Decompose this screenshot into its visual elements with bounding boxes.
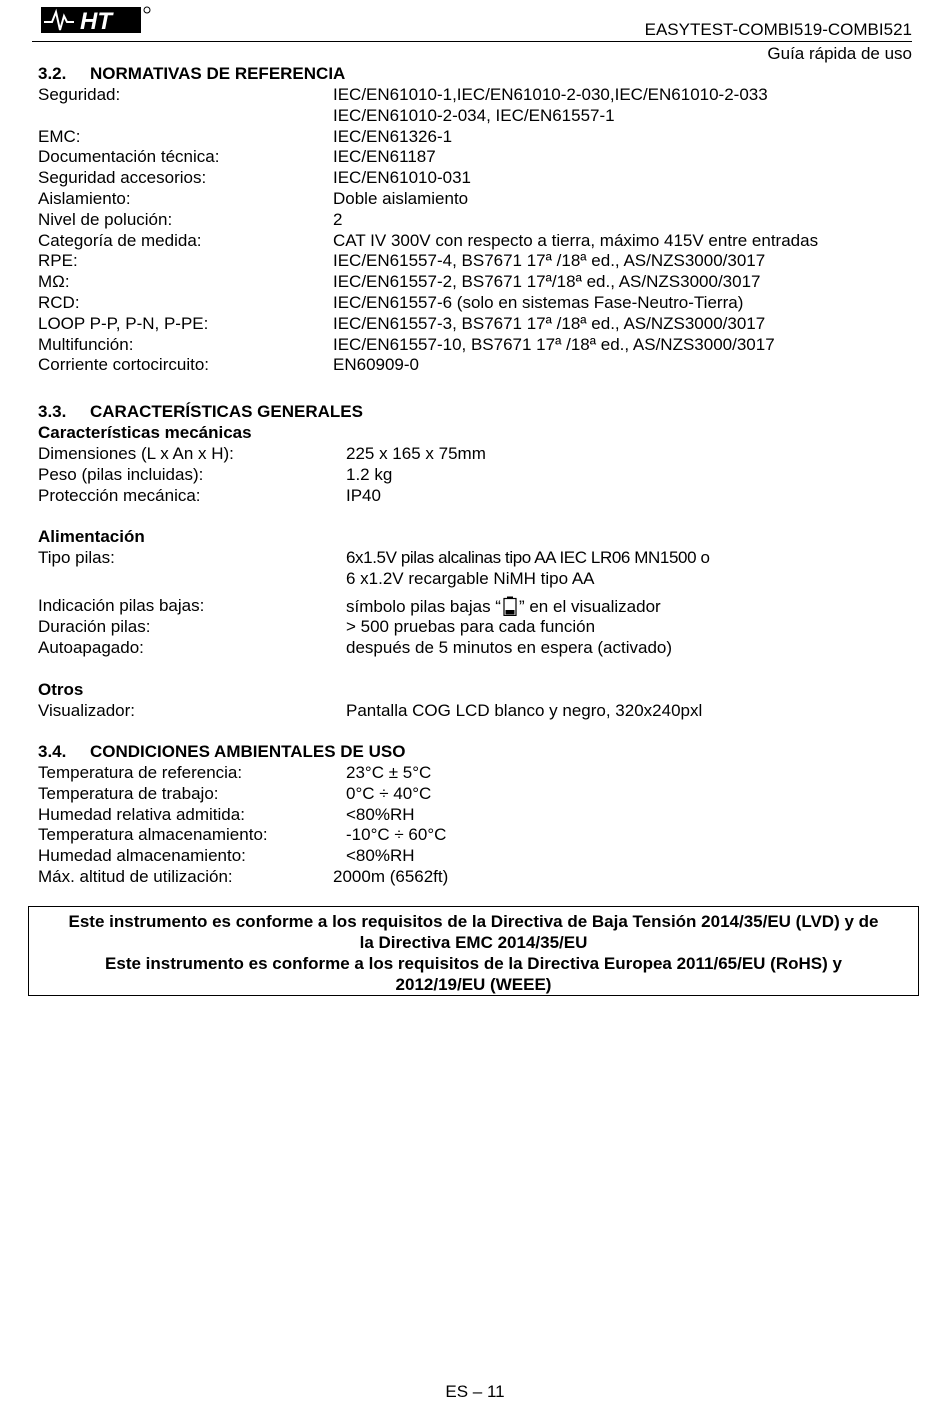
spec-value: > 500 pruebas para cada función xyxy=(346,616,596,636)
spec-label: MΩ: xyxy=(38,272,70,292)
section-heading: NORMATIVAS DE REFERENCIA xyxy=(90,64,346,83)
section-number: 3.2. xyxy=(38,64,67,83)
subsection-title-alimentacion: Alimentación xyxy=(38,527,145,546)
spec-value: <80%RH xyxy=(346,846,415,866)
section-heading: CONDICIONES AMBIENTALES DE USO xyxy=(90,742,406,761)
compliance-line: 2012/19/EU (WEEE) xyxy=(395,975,552,994)
spec-label: Máx. altitud de utilización: xyxy=(38,866,233,886)
section-title-caracteristicas xyxy=(38,402,363,422)
subsection-title-mecanicas: Características mecánicas xyxy=(38,423,252,442)
spec-label: Tipo pilas: xyxy=(38,548,115,567)
spec-label: Duración pilas: xyxy=(38,616,151,636)
spec-value-text: símbolo pilas bajas “ xyxy=(346,597,501,616)
brand-text: HT xyxy=(80,8,112,35)
page-header xyxy=(32,0,912,64)
spec-label: Temperatura de trabajo: xyxy=(38,783,219,803)
spec-value: 23°C ± 5°C xyxy=(346,763,432,782)
spec-label: Categoría de medida: xyxy=(38,230,202,250)
spec-value: IEC/EN61187 xyxy=(333,147,436,167)
spec-label: Corriente cortocircuito: xyxy=(38,355,210,375)
compliance-line: Este instrumento es conforme a los requisitos de la Directiva de Baja Tensión 2014/35/EU (LVD) y de xyxy=(68,912,879,931)
spec-label: Indicación pilas bajas: xyxy=(38,596,205,615)
compliance-box xyxy=(28,906,919,996)
spec-label: Autoapagado: xyxy=(38,637,144,657)
header-rule xyxy=(32,41,912,42)
compliance-line: Este instrumento es conforme a los requisitos de la Directiva Europea 2011/65/EU (RoHS) y xyxy=(105,954,842,973)
spec-label: Humedad relativa admitida: xyxy=(38,804,245,824)
spec-label: Humedad almacenamiento: xyxy=(38,846,246,866)
spec-label: RPE: xyxy=(38,251,78,271)
spec-label: Multifunción: xyxy=(38,334,134,354)
spec-value: 2000m (6562ft) xyxy=(333,866,449,886)
spec-value: después de 5 minutos en espera (activado) xyxy=(346,637,673,657)
spec-value: IEC/EN61010-031 xyxy=(333,168,471,188)
spec-value: 225 x 165 x 75mm xyxy=(346,444,486,463)
spec-label: Dimensiones (L x An x H): xyxy=(38,444,234,463)
spec-label: Nivel de polución: xyxy=(38,209,173,229)
section-title-normativas xyxy=(38,64,345,84)
doc-model: EASYTEST-COMBI519-COMBI521 xyxy=(644,20,912,39)
subsection-title-otros: Otros xyxy=(38,680,84,699)
spec-value: IEC/EN61326-1 xyxy=(333,126,453,146)
page-number: ES – 11 xyxy=(445,1382,505,1401)
section-heading: CARACTERÍSTICAS GENERALES xyxy=(90,402,363,421)
spec-label: Protección mecánica: xyxy=(38,485,201,505)
spec-value-continued: 6 x1.2V recargable NiMH tipo AA xyxy=(346,568,595,588)
section-title-ambientales xyxy=(38,742,405,762)
spec-value: 2 xyxy=(333,209,343,229)
spec-label: EMC: xyxy=(38,126,81,146)
spec-value: IEC/EN61557-2, BS7671 17ª/18ª ed., AS/NZS3000/3017 xyxy=(333,272,761,292)
doc-subtitle: Guía rápida de uso xyxy=(767,44,912,63)
spec-label: Seguridad accesorios: xyxy=(38,168,207,188)
spec-value: IP40 xyxy=(346,485,381,505)
section-number: 3.4. xyxy=(38,742,67,761)
spec-label: Seguridad: xyxy=(38,85,121,104)
spec-label: Peso (pilas incluidas): xyxy=(38,464,204,484)
spec-value: IEC/EN61557-4, BS7671 17ª /18ª ed., AS/NZS3000/3017 xyxy=(333,251,766,271)
spec-label: RCD: xyxy=(38,292,80,312)
spec-value: -10°C ÷ 60°C xyxy=(346,825,447,845)
spec-label: Aislamiento: xyxy=(38,188,131,208)
spec-value-continued: IEC/EN61010-2-034, IEC/EN61557-1 xyxy=(333,105,615,125)
spec-value: Doble aislamiento xyxy=(333,188,469,208)
spec-value: IEC/EN61557-3, BS7671 17ª /18ª ed., AS/NZS3000/3017 xyxy=(333,313,766,333)
spec-value: CAT IV 300V con respecto a tierra, máximo 415V entre entradas xyxy=(333,230,819,250)
battery-low-icon xyxy=(503,596,517,616)
spec-value: 6x1.5V pilas alcalinas tipo AA IEC LR06 MN1500 o xyxy=(346,548,710,567)
spec-value: IEC/EN61010-1,IEC/EN61010-2-030,IEC/EN61010-2-033 xyxy=(333,85,768,104)
spec-label: LOOP P-P, P-N, P-PE: xyxy=(38,313,209,333)
spec-value: IEC/EN61557-6 (solo en sistemas Fase-Neutro-Tierra) xyxy=(333,292,744,312)
compliance-line: la Directiva EMC 2014/35/EU xyxy=(359,933,588,952)
ht-logo xyxy=(40,4,168,36)
spec-value: EN60909-0 xyxy=(333,355,420,375)
spec-label: Temperatura almacenamiento: xyxy=(38,825,268,845)
spec-value xyxy=(346,596,661,618)
spec-value: <80%RH xyxy=(346,804,415,824)
spec-value: 0°C ÷ 40°C xyxy=(346,783,432,803)
spec-label: Visualizador: xyxy=(38,701,136,720)
spec-value-text: ” en el visualizador xyxy=(518,597,661,616)
spec-label: Documentación técnica: xyxy=(38,147,220,167)
spec-value: 1.2 kg xyxy=(346,464,393,484)
spec-value: Pantalla COG LCD blanco y negro, 320x240pxl xyxy=(346,701,703,720)
spec-label: Temperatura de referencia: xyxy=(38,763,243,782)
section-number: 3.3. xyxy=(38,402,67,421)
spec-value: IEC/EN61557-10, BS7671 17ª /18ª ed., AS/NZS3000/3017 xyxy=(333,334,775,354)
